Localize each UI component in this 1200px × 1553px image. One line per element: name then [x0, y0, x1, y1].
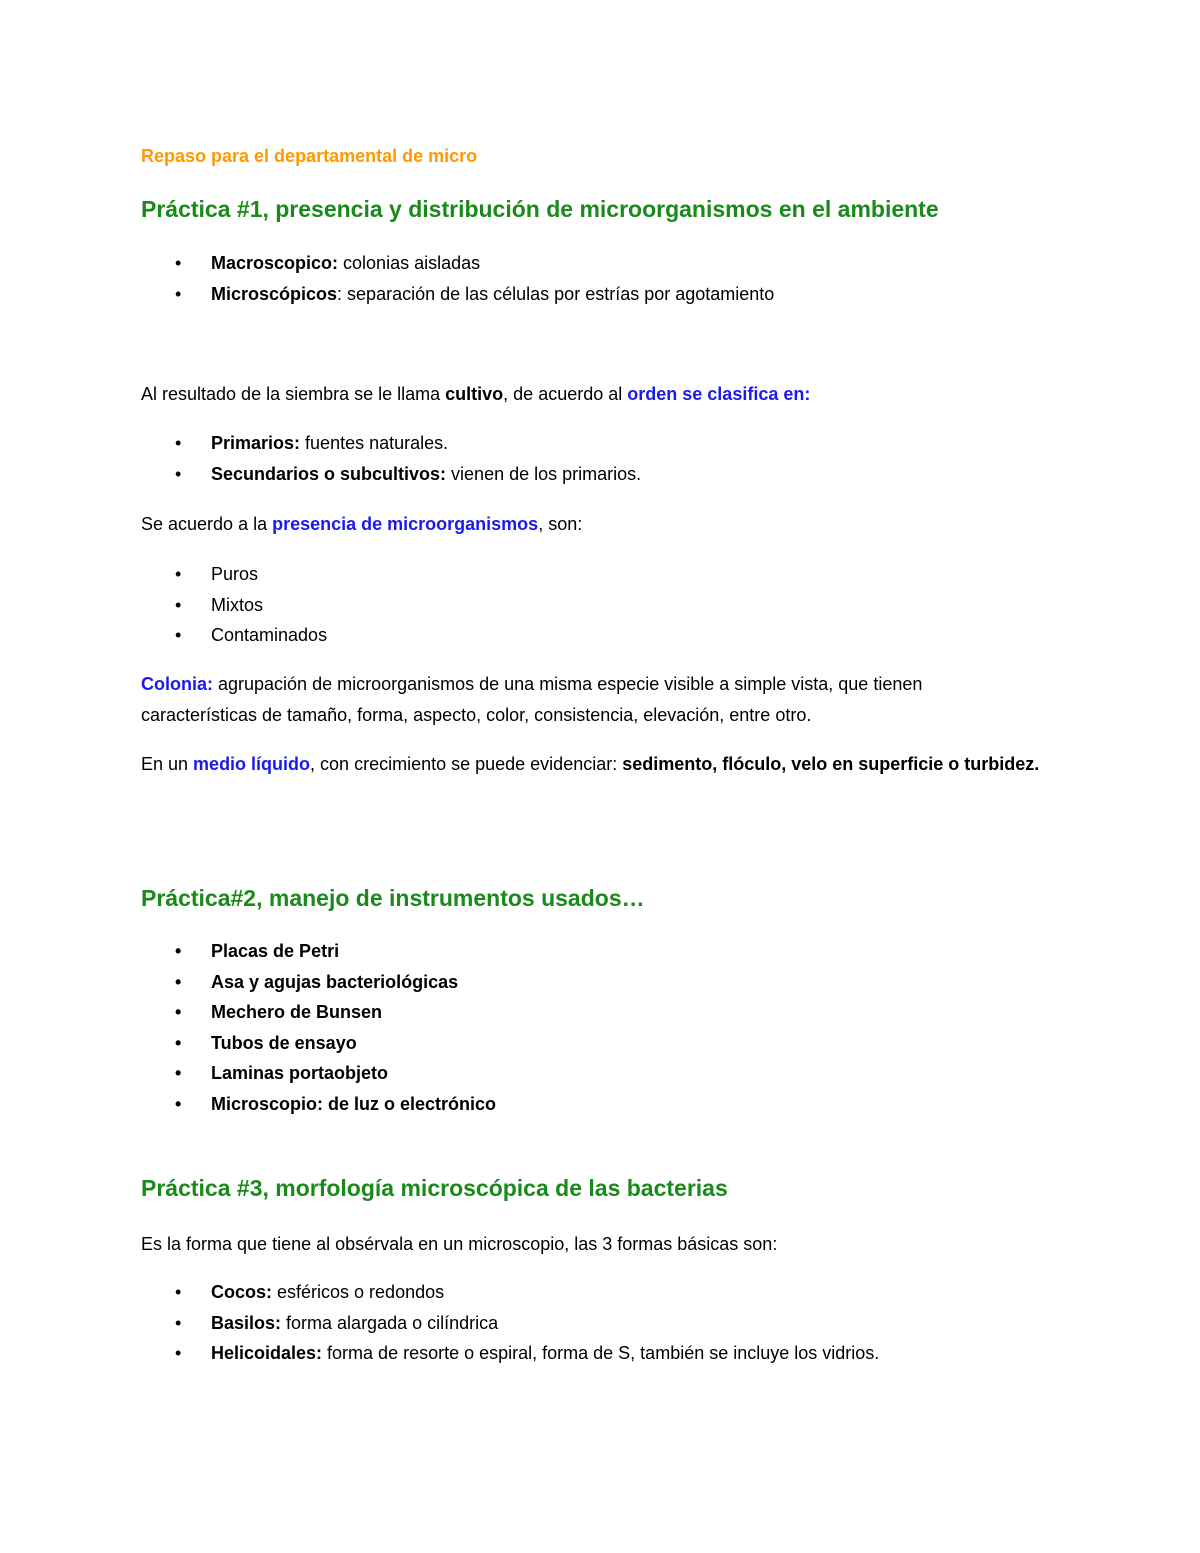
- list-item-text: forma de resorte o espiral, forma de S, también se incluye los vidrios.: [322, 1343, 880, 1363]
- list-item-term: Microscópicos: [211, 283, 338, 304]
- list-item: [141, 248, 1041, 279]
- cultivo-paragraph: [141, 379, 1041, 410]
- highlight-presencia: presencia de microorganismos: [272, 514, 539, 534]
- colonia-paragraph: [141, 669, 1041, 731]
- list-item: • Contaminados: [141, 620, 1041, 651]
- document-subtitle: Repaso para el departamental de micro: [141, 146, 478, 166]
- list-item: [141, 1308, 1041, 1339]
- list-item: [141, 279, 1041, 310]
- list-item-text: : separación de las células por estrías por agotamiento: [337, 283, 775, 304]
- practica3-intro: Es la forma que tiene al obsérvala en un microscopio, las 3 formas básicas son:: [141, 1234, 778, 1254]
- practica2-heading: Práctica#2, manejo de instrumentos usados…: [141, 885, 645, 911]
- list-item-text: colonias aisladas: [338, 253, 481, 273]
- list-item-term: Helicoidales:: [211, 1343, 323, 1363]
- highlight-medio-liquido: medio líquido: [193, 754, 311, 774]
- list-item: • Asa y agujas bacteriológicas: [141, 967, 1041, 998]
- text-run: Se acuerdo a la: [141, 514, 273, 534]
- presencia-paragraph: [141, 509, 1041, 540]
- practica3-heading: Práctica #3, morfología microscópica de las bacterias: [141, 1175, 728, 1201]
- instrumentos-list: [141, 936, 1041, 1119]
- list-item: [141, 1277, 1041, 1308]
- text-run: En un: [141, 754, 194, 774]
- list-item-text: vienen de los primarios.: [446, 463, 642, 484]
- list-item: • Tubos de ensayo: [141, 1028, 1041, 1059]
- list-item: • Mixtos: [141, 590, 1041, 621]
- keyword-cultivo: cultivo: [445, 384, 504, 404]
- practica1-heading: Práctica #1, presencia y distribución de microorganismos en el ambiente: [141, 196, 939, 222]
- list-item-text: esféricos o redondos: [272, 1282, 445, 1302]
- list-item-term: Macroscopico:: [211, 253, 339, 273]
- medio-paragraph: [141, 749, 1041, 780]
- text-run: agrupación de microorganismos de una misma especie visible a simple vista, que tienen características de tamaño, forma, aspecto, color, consistencia, elevación, entre otro.: [141, 674, 923, 725]
- list-item: • Microscopio: de luz o electrónico: [141, 1089, 1041, 1120]
- list-item-term: Secundarios o subcultivos:: [211, 463, 447, 484]
- text-run: , con crecimiento se puede evidenciar:: [310, 754, 623, 774]
- list-item-text: fuentes naturales.: [300, 433, 449, 453]
- keyword-evidencias: sedimento, flóculo, velo en superficie o turbidez.: [622, 754, 1040, 774]
- text-run: Al resultado de la siembra se le llama: [141, 384, 446, 404]
- list-item-term: Basilos:: [211, 1312, 282, 1333]
- list-item: • Mechero de Bunsen: [141, 997, 1041, 1028]
- list-item: • Puros: [141, 559, 1041, 590]
- orden-list: [141, 428, 1041, 489]
- list-item: • Laminas portaobjeto: [141, 1058, 1041, 1089]
- highlight-colonia: Colonia:: [141, 674, 213, 694]
- formas-list: [141, 1277, 1041, 1369]
- list-item: [141, 1338, 1041, 1369]
- list-item-term: Cocos:: [211, 1282, 273, 1302]
- list-item: [141, 428, 1041, 459]
- list-item-term: Primarios:: [211, 433, 301, 453]
- text-run: , de acuerdo al: [503, 384, 628, 404]
- list-item-text: forma alargada o cilíndrica: [281, 1312, 499, 1333]
- highlight-orden: orden se clasifica en:: [627, 384, 811, 404]
- observation-list: [141, 248, 1041, 309]
- list-item: [141, 459, 1041, 490]
- list-item: • Placas de Petri: [141, 936, 1041, 967]
- text-run: , son:: [538, 514, 583, 534]
- presencia-list: [141, 559, 1041, 651]
